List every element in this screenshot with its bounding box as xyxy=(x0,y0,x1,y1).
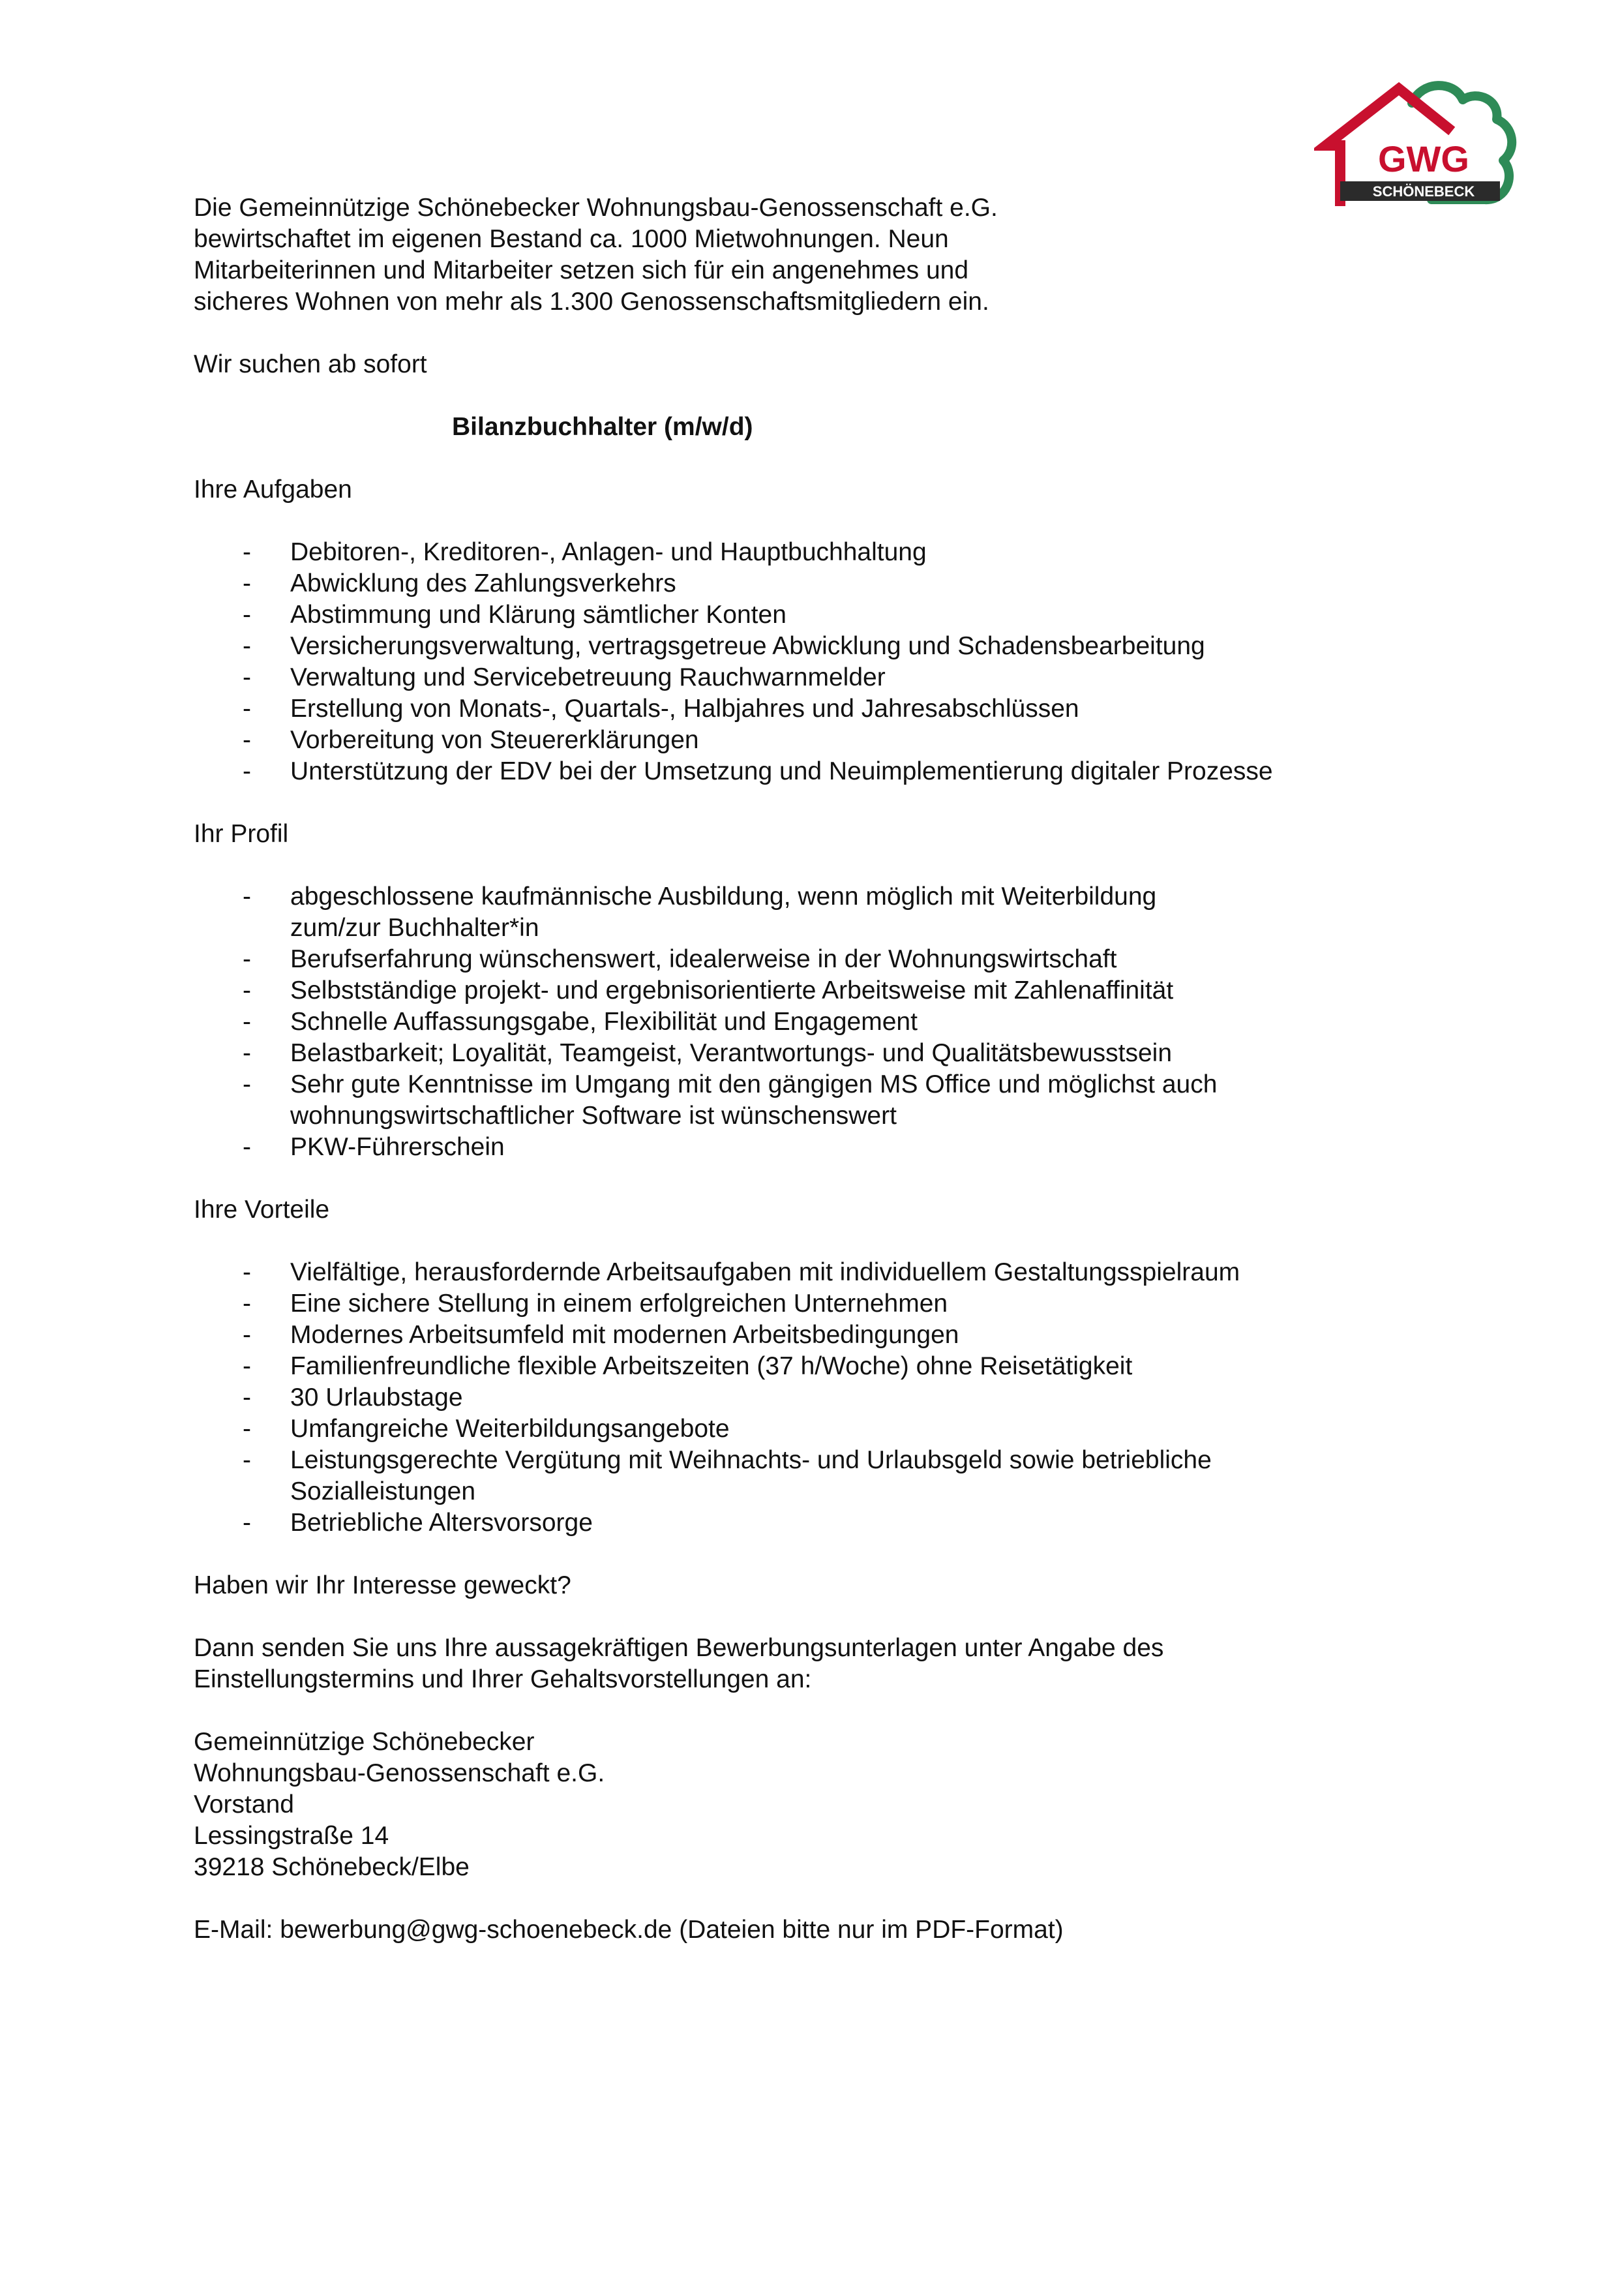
list-item xyxy=(194,1006,1465,1038)
list-item xyxy=(194,693,1465,725)
list-item-text: Modernes Arbeitsumfeld mit modernen Arbeitsbedingungen xyxy=(290,1321,959,1349)
list-item xyxy=(194,599,1465,631)
bullet-dash: - xyxy=(243,1070,251,1098)
list-item-text: Belastbarkeit; Loyalität, Teamgeist, Verantwortungs- und Qualitätsbewusstsein xyxy=(290,1039,1173,1067)
bullet-dash: - xyxy=(243,632,251,660)
bullet-dash: - xyxy=(243,945,251,973)
list-item xyxy=(194,1507,1465,1539)
list-item xyxy=(194,662,1465,693)
list-item-text: Debitoren-, Kreditoren-, Anlagen- und Hauptbuchhaltung xyxy=(290,538,927,566)
apply-paragraph xyxy=(194,1633,1465,1695)
bullet-dash: - xyxy=(243,1039,251,1067)
list-item-text: Eine sichere Stellung in einem erfolgreichen Unternehmen xyxy=(290,1290,948,1318)
section-heading-profil: Ihr Profil xyxy=(194,820,289,848)
list-item-text: zum/zur Buchhalter*in xyxy=(290,914,539,942)
bullet-dash: - xyxy=(243,663,251,691)
list-item-text: Familienfreundliche flexible Arbeitszeiten (37 h/Woche) ohne Reisetätigkeit xyxy=(290,1352,1133,1380)
list-item-text: Sozialleistungen xyxy=(290,1477,476,1505)
email-line xyxy=(194,1914,1465,1946)
list-item-text: wohnungswirtschaftlicher Software ist wünschenswert xyxy=(290,1102,897,1130)
bullet-dash: - xyxy=(243,1290,251,1318)
bullet-dash: - xyxy=(243,601,251,629)
list-item xyxy=(194,1132,1465,1163)
list-item xyxy=(194,1382,1465,1413)
intro-line: Mitarbeiterinnen und Mitarbeiter setzen sich für ein angenehmes und xyxy=(194,256,969,284)
list-item xyxy=(194,1257,1465,1288)
list-item xyxy=(194,975,1465,1006)
list-item xyxy=(194,1038,1465,1069)
list-item xyxy=(194,1445,1465,1507)
bullet-dash: - xyxy=(243,1415,251,1443)
list-item xyxy=(194,631,1465,662)
list-item xyxy=(194,756,1465,787)
list-item-text: Selbstständige projekt- und ergebnisorientierte Arbeitsweise mit Zahlenaffinität xyxy=(290,976,1174,1004)
list-item-text: Schnelle Auffassungsgabe, Flexibilität und Engagement xyxy=(290,1008,918,1036)
apply-line: Einstellungstermins und Ihrer Gehaltsvorstellungen an: xyxy=(194,1665,812,1693)
bullet-dash: - xyxy=(243,695,251,723)
bullet-dash: - xyxy=(243,1133,251,1161)
list-item-text: Betriebliche Altersvorsorge xyxy=(290,1509,593,1537)
bullet-dash: - xyxy=(243,1446,251,1474)
address-line: Vorstand xyxy=(194,1790,294,1819)
bullet-dash: - xyxy=(243,1008,251,1036)
email-label: E-Mail: xyxy=(194,1916,273,1944)
section-heading-aufgaben: Ihre Aufgaben xyxy=(194,476,352,504)
list-item-text: Verwaltung und Servicebetreuung Rauchwarnmelder xyxy=(290,663,886,691)
list-item-text: abgeschlossene kaufmännische Ausbildung, wenn möglich mit Weiterbildung xyxy=(290,883,1157,911)
bullet-dash: - xyxy=(243,1321,251,1349)
vorteile-list xyxy=(194,1257,1465,1539)
list-item-text: Vorbereitung von Steuererklärungen xyxy=(290,726,699,754)
intro-line: Die Gemeinnützige Schönebecker Wohnungsbau-Genossenschaft e.G. xyxy=(194,194,998,222)
list-item-text: Vielfältige, herausfordernde Arbeitsaufgaben mit individuellem Gestaltungsspielraum xyxy=(290,1258,1240,1286)
bullet-dash: - xyxy=(243,1352,251,1380)
aufgaben-list xyxy=(194,537,1465,787)
email-address-link[interactable]: bewerbung@gwg-schoenebeck.de xyxy=(280,1916,672,1944)
bullet-dash: - xyxy=(243,1258,251,1286)
search-line: Wir suchen ab sofort xyxy=(194,350,427,378)
list-item xyxy=(194,725,1465,756)
list-item-text: Umfangreiche Weiterbildungsangebote xyxy=(290,1415,730,1443)
list-item-text: Erstellung von Monats-, Quartals-, Halbjahres und Jahresabschlüssen xyxy=(290,695,1079,723)
intro-line: sicheres Wohnen von mehr als 1.300 Genossenschaftsmitgliedern ein. xyxy=(194,288,989,316)
address-line: 39218 Schönebeck/Elbe xyxy=(194,1853,470,1881)
list-item-text: Unterstützung der EDV bei der Umsetzung und Neuimplementierung digitaler Prozesse xyxy=(290,757,1273,785)
bullet-dash: - xyxy=(243,1509,251,1537)
bullet-dash: - xyxy=(243,726,251,754)
list-item xyxy=(194,1320,1465,1351)
section-heading-vorteile: Ihre Vorteile xyxy=(194,1196,330,1224)
list-item xyxy=(194,881,1465,944)
interest-question: Haben wir Ihr Interesse geweckt? xyxy=(194,1571,571,1599)
document-body xyxy=(194,192,1465,1946)
intro-line: bewirtschaftet im eigenen Bestand ca. 1000 Mietwohnungen. Neun xyxy=(194,225,949,253)
address-line: Gemeinnützige Schönebecker xyxy=(194,1728,535,1756)
list-item xyxy=(194,537,1465,568)
list-item-text: PKW-Führerschein xyxy=(290,1133,505,1161)
bullet-dash: - xyxy=(243,757,251,785)
list-item-text: Abwicklung des Zahlungsverkehrs xyxy=(290,569,676,597)
list-item xyxy=(194,944,1465,975)
apply-line: Dann senden Sie uns Ihre aussagekräftigen Bewerbungsunterlagen unter Angabe des xyxy=(194,1634,1164,1662)
list-item xyxy=(194,1413,1465,1445)
logo-text: GWG xyxy=(1378,138,1469,179)
bullet-dash: - xyxy=(243,569,251,597)
job-title: Bilanzbuchhalter (m/w/d) xyxy=(452,413,753,441)
bullet-dash: - xyxy=(243,883,251,911)
list-item-text: Sehr gute Kenntnisse im Umgang mit den gängigen MS Office und möglichst auch xyxy=(290,1070,1218,1098)
address-line: Wohnungsbau-Genossenschaft e.G. xyxy=(194,1759,605,1787)
list-item xyxy=(194,1351,1465,1382)
list-item-text: Leistungsgerechte Vergütung mit Weihnachts- und Urlaubsgeld sowie betriebliche xyxy=(290,1446,1212,1474)
gwg-logo xyxy=(1314,77,1523,211)
bullet-dash: - xyxy=(243,1383,251,1412)
list-item-text: Abstimmung und Klärung sämtlicher Konten xyxy=(290,601,787,629)
list-item-text: 30 Urlaubstage xyxy=(290,1383,463,1412)
address-line: Lessingstraße 14 xyxy=(194,1822,389,1850)
list-item xyxy=(194,1288,1465,1320)
list-item-text: Versicherungsverwaltung, vertragsgetreue Abwicklung und Schadensbearbeitung xyxy=(290,632,1205,660)
list-item-text: Berufserfahrung wünschenswert, idealerweise in der Wohnungswirtschaft xyxy=(290,945,1117,973)
bullet-dash: - xyxy=(243,538,251,566)
profil-list xyxy=(194,881,1465,1163)
list-item xyxy=(194,568,1465,599)
intro-paragraph xyxy=(194,192,1465,318)
email-note: (Dateien bitte nur im PDF-Format) xyxy=(679,1916,1064,1944)
address-block xyxy=(194,1727,1465,1883)
bullet-dash: - xyxy=(243,976,251,1004)
logo-subtext: SCHÖNEBECK xyxy=(1372,183,1475,200)
list-item xyxy=(194,1069,1465,1132)
